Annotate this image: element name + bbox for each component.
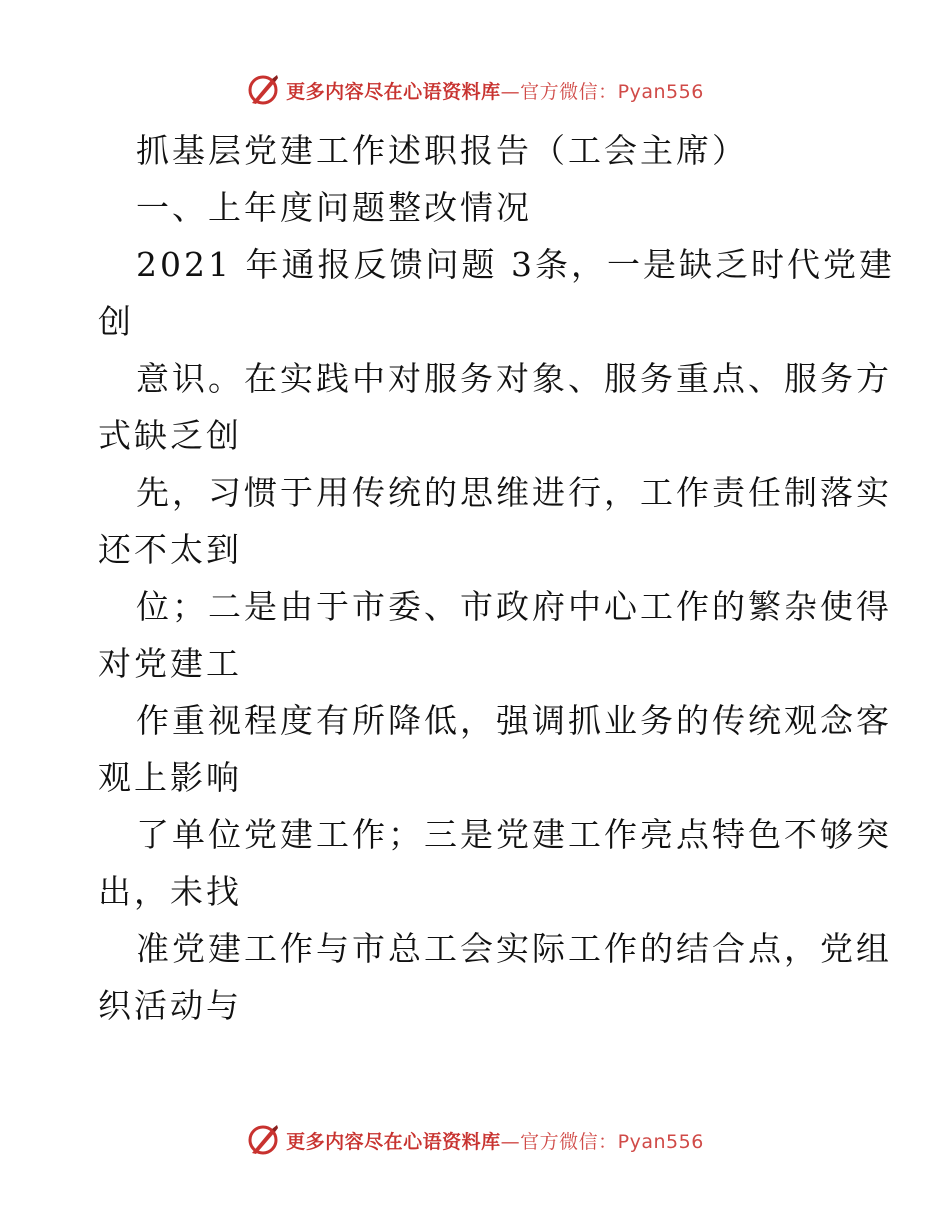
text-line: 创 [98, 302, 134, 341]
text-line: 意识。在实践中对服务对象、服务重点、服务方 [136, 359, 892, 398]
header-banner [0, 70, 950, 110]
banner-text: 更多内容尽在心语资料库—官方微信：Pyan556 [286, 80, 704, 103]
text-line: 先，习惯于用传统的思维进行，工作责任制落实 [136, 473, 892, 512]
text-line: 观上影响 [98, 758, 242, 797]
text-line: 作重视程度有所降低，强调抓业务的传统观念客 [136, 701, 892, 740]
text-line: 对党建工 [98, 644, 242, 683]
document-title: 抓基层党建工作述职报告（工会主席） [136, 131, 748, 170]
text-line: 还不太到 [98, 530, 242, 569]
document-body [98, 122, 895, 1034]
quill-seal-icon [246, 73, 280, 107]
body-paragraph [98, 236, 895, 1034]
text-line: 位；二是由于市委、市政府中心工作的繁杂使得 [136, 587, 892, 626]
text-line: 织活动与 [98, 986, 242, 1025]
text-line: 了单位党建工作；三是党建工作亮点特色不够突 [136, 815, 892, 854]
text-line: 出，未找 [98, 872, 242, 911]
text-line: 准党建工作与市总工会实际工作的结合点，党组 [136, 929, 892, 968]
section-heading: 一、上年度问题整改情况 [136, 188, 532, 227]
banner-text: 更多内容尽在心语资料库—官方微信：Pyan556 [286, 1130, 704, 1153]
footer-banner [0, 1120, 950, 1160]
text-line: 式缺乏创 [98, 416, 242, 455]
text-line: 2021 年通报反馈问题 3条，一是缺乏时代党建 [136, 245, 895, 284]
quill-seal-icon [246, 1123, 280, 1157]
